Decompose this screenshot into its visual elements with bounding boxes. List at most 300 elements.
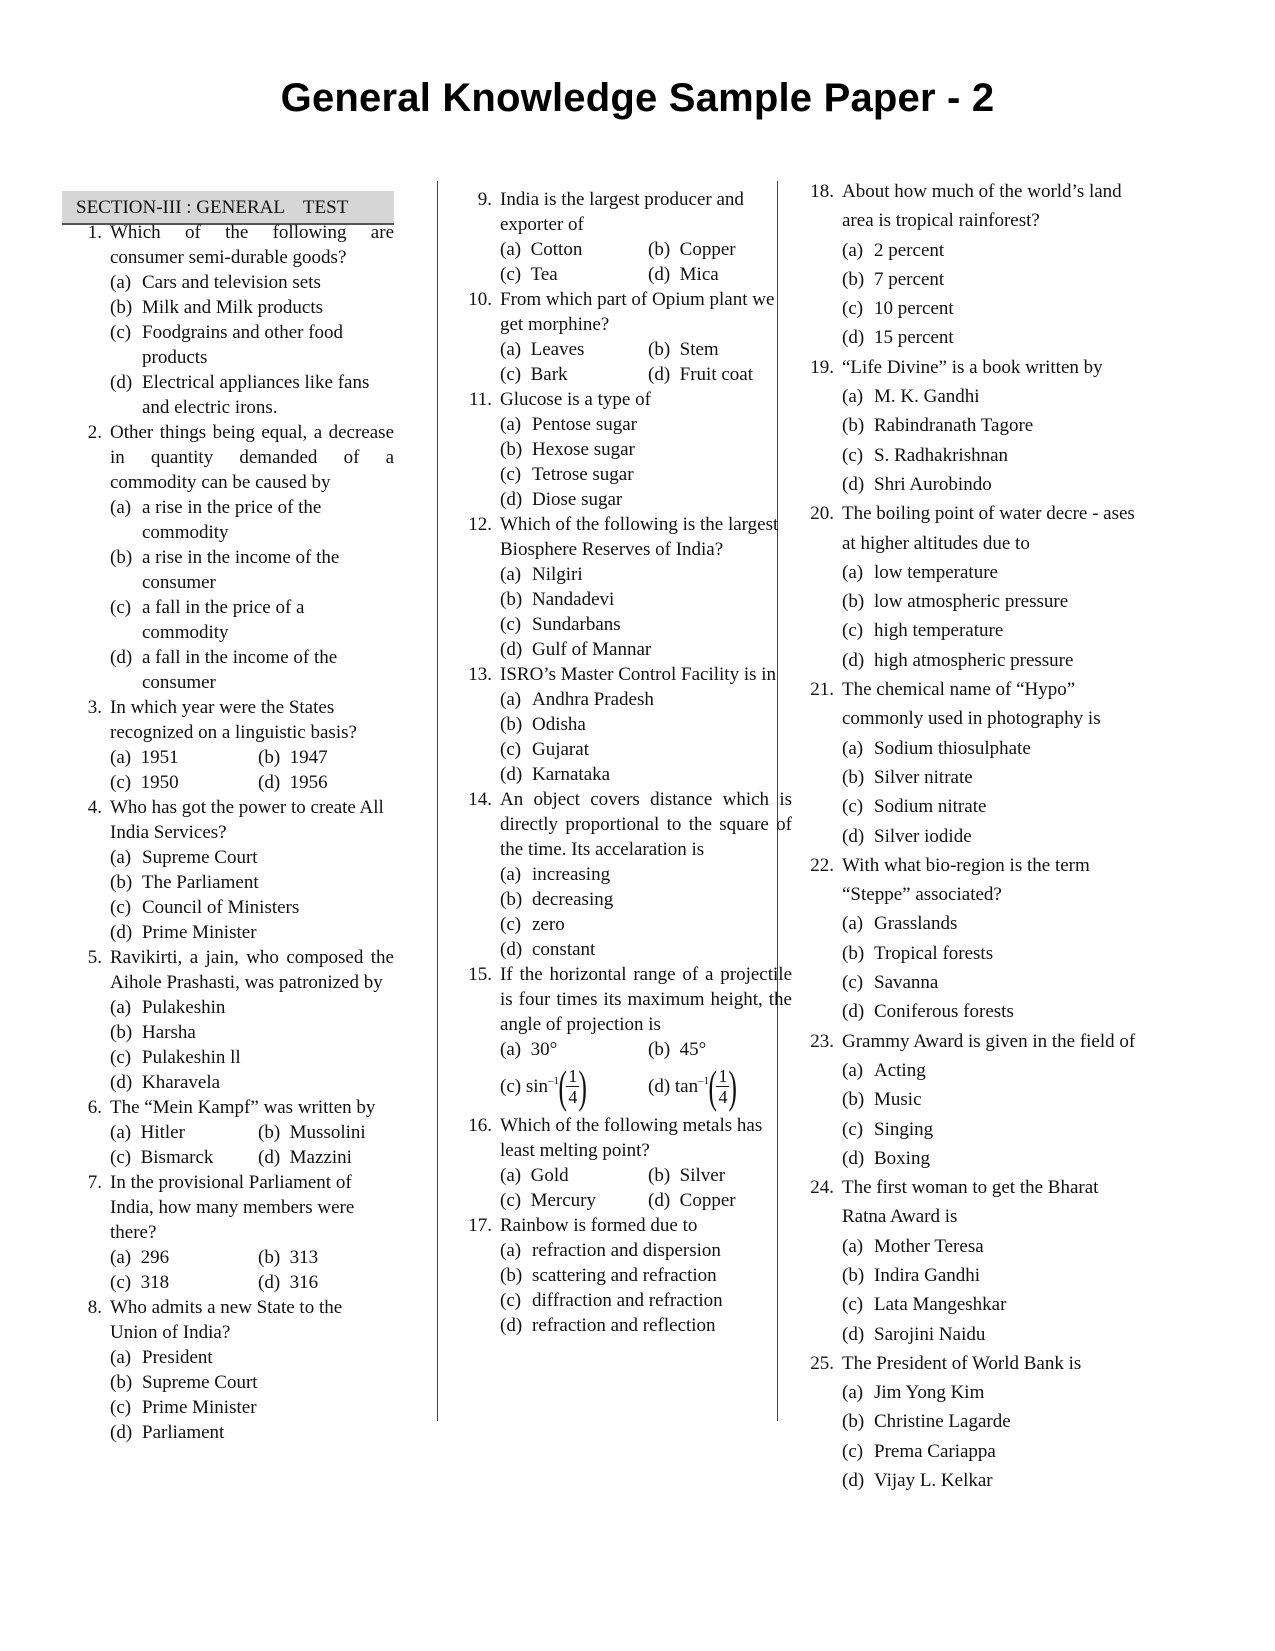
option-item [842,558,1139,587]
option-item [500,1313,792,1338]
option-text: Pulakeshin ll [142,1047,241,1068]
option-text: Mussolini [289,1122,366,1143]
question-text: In the provisional Parliament of India, how many members were there? [110,1172,355,1243]
option-label: (d) [842,1147,865,1169]
option-text: Christine Lagarde [874,1411,1011,1433]
question-number: 24. [810,1177,834,1199]
option-grid [500,237,792,287]
option-item [258,1145,394,1170]
question-item [62,945,394,1095]
option-text: 1951 [140,747,179,768]
option-label: (b) [842,415,865,437]
option-item [842,792,1139,821]
option-list [110,495,394,695]
option-text: 10 percent [874,298,954,320]
option-item [110,1145,258,1170]
question-item [452,387,792,512]
question-text: Who admits a new State to the Union of India? [110,1297,343,1343]
option-label: (b) [500,589,523,610]
option-label: (a) [110,847,132,868]
option-list [500,1238,792,1338]
option-item [110,1370,394,1395]
option-text: Foodgrains and other food products [142,322,344,368]
option-item [500,1037,648,1062]
question-number: 22. [810,854,834,876]
option-item [500,712,792,737]
option-item [110,1395,394,1420]
option-label: (c) [110,1272,141,1293]
option-text: 15 percent [874,327,954,349]
option-label: (c) [842,1440,864,1462]
option-label: (c) [842,972,864,994]
option-label: (a) [500,1039,531,1060]
option-label: (a) [110,1247,141,1268]
fraction-body [566,1066,579,1107]
option-label: (b) [648,339,680,360]
paren-right: ) [728,1060,738,1112]
option-item [842,382,1139,411]
option-text: Hitler [140,1122,185,1143]
option-item [110,320,394,370]
option-item [500,1060,648,1112]
option-grid [500,1060,792,1112]
option-text: 316 [289,1272,319,1293]
option-item [842,1144,1139,1173]
question-text: Other things being equal, a decrease in quantity demanded of a commodity can be caused by [110,422,394,493]
option-text: 30° [530,1039,558,1060]
option-text: 1950 [140,772,179,793]
option-text: Copper [679,1190,736,1211]
question-text: The “Mein Kampf” was written by [110,1097,376,1118]
option-text: 1947 [289,747,328,768]
question-column-3 [794,177,1139,1495]
option-text: S. Radhakrishnan [874,444,1009,466]
denominator: 4 [718,1087,728,1107]
option-text: 7 percent [874,268,945,290]
question-number: 16. [468,1115,492,1136]
option-item [500,262,648,287]
option-label: (b) [258,1122,290,1143]
option-item [500,337,648,362]
option-text: Parliament [142,1422,225,1443]
option-label: (a) [500,339,531,360]
option-text: Supreme Court [142,847,258,868]
question-number: 15. [468,964,492,985]
option-item [110,370,394,420]
option-label: (d) [842,649,865,671]
question-item [62,1095,394,1170]
option-item [110,995,394,1020]
option-item [500,1288,792,1313]
option-label: (b) [842,1089,865,1111]
question-text: “Life Divine” is a book written by [842,356,1103,378]
option-label: (d) [110,647,133,668]
option-label: (c) [842,620,864,642]
question-item [452,1213,792,1338]
option-label: (b) [648,1039,680,1060]
option-label: (d) [110,922,133,943]
option-grid [500,1163,792,1213]
option-item [842,441,1139,470]
option-text: Grasslands [874,913,958,935]
option-text: President [142,1347,213,1368]
option-label: (d) [500,1315,523,1336]
option-label: (a) [500,239,531,260]
option-text: Bark [530,364,568,385]
option-item [110,495,394,545]
option-item [500,762,792,787]
option-label: (b) [110,547,133,568]
question-number: 18. [810,181,834,202]
option-item [500,1263,792,1288]
option-text: Singing [874,1118,934,1140]
option-text: Tropical forests [874,942,994,964]
option-label: (a) [500,864,522,885]
option-text: 318 [140,1272,170,1293]
column-divider [437,181,438,1421]
question-number: 21. [810,679,834,701]
option-label: (c) [110,1047,132,1068]
question-number: 23. [810,1030,834,1052]
option-item [500,487,792,512]
option-item [842,587,1139,616]
option-list [500,687,792,787]
option-text: Rabindranath Tagore [874,415,1034,437]
option-item [110,845,394,870]
option-label: (d) [110,1072,133,1093]
option-text: M. K. Gandhi [874,386,980,408]
option-item [842,1261,1139,1290]
option-text: Leaves [530,339,585,360]
option-list [842,734,1139,851]
option-label: (c) [110,597,132,618]
option-label: (b) [500,1265,523,1286]
option-item [842,470,1139,499]
option-text: low atmospheric pressure [874,591,1069,613]
option-item [842,1378,1139,1407]
option-function: sin [525,1076,549,1097]
question-item [452,962,792,1112]
option-label: (b) [500,889,523,910]
option-text: Milk and Milk products [142,297,324,318]
option-text: Sarojini Naidu [874,1323,986,1345]
option-label: (b) [648,239,680,260]
option-label: (c) [500,739,522,760]
option-text: Stem [679,339,719,360]
question-number: 2. [87,422,102,443]
question-item [62,795,394,945]
option-item [110,270,394,295]
question-item [452,787,792,962]
option-label: (c) [500,1290,522,1311]
option-item [110,645,394,695]
option-item [842,1085,1139,1114]
option-label: (a) [842,239,864,261]
option-item [500,612,792,637]
option-text: The Parliament [142,872,259,893]
option-item [500,587,792,612]
option-text: constant [532,939,596,960]
option-list [842,909,1139,1026]
option-label: (d) [258,772,290,793]
option-label: (b) [842,942,865,964]
question-text: The President of World Bank is [842,1352,1082,1374]
option-text: Mazzini [289,1147,352,1168]
option-item [110,745,258,770]
option-label: (b) [110,297,133,318]
option-list [500,862,792,962]
option-label: (c) [110,897,132,918]
option-label: (b) [842,591,865,613]
option-item [110,1345,394,1370]
option-label: (a) [110,747,141,768]
option-label: (d) [648,264,680,285]
option-text: Shri Aurobindo [874,473,992,495]
option-text: Tea [530,264,558,285]
option-text: increasing [532,864,611,885]
option-text: Diose sugar [532,489,623,510]
option-text: Sodium nitrate [874,796,987,818]
option-text: Acting [874,1059,926,1081]
option-label: (b) [648,1165,680,1186]
question-number: 1. [87,222,102,243]
question-text: From which part of Opium plant we get morphine? [500,289,775,335]
question-text: If the horizontal range of a projectile is four times its maximum height, the angle of projection is [500,964,792,1035]
option-label: (d) [842,1470,865,1492]
option-item [842,822,1139,851]
question-item [794,1173,1139,1349]
question-text: The chemical name of “Hypo” commonly used in photography is [842,679,1101,730]
option-text: diffraction and refraction [532,1290,723,1311]
option-text: scattering and refraction [532,1265,717,1286]
option-text: Sodium thiosulphate [874,737,1031,759]
question-item [62,1295,394,1445]
option-label: (d) [500,764,523,785]
option-item [842,323,1139,352]
option-item [842,763,1139,792]
option-item [258,1270,394,1295]
option-item [500,637,792,662]
question-item [794,1027,1139,1173]
question-text: About how much of the world’s land area is tropical rainforest? [842,181,1122,232]
option-text: Council of Ministers [142,897,300,918]
option-label: (a) [110,497,132,518]
option-item [842,411,1139,440]
option-item [110,1245,258,1270]
question-text: The first woman to get the Bharat Ratna Award is [842,1177,1099,1228]
option-item [110,1270,258,1295]
option-text: Sundarbans [532,614,621,635]
option-exponent: –1 [698,1075,710,1087]
option-label: (d) [842,825,865,847]
option-label: (a) [500,414,522,435]
option-item [500,462,792,487]
option-text: Prime Minister [142,922,257,943]
option-label: (b) [842,1264,865,1286]
option-label: (c) [500,914,522,935]
paren-left: ( [558,1060,567,1112]
option-label: (a) [500,1240,522,1261]
option-text: Lata Mangeshkar [874,1294,1007,1316]
option-text: Harsha [142,1022,196,1043]
option-label: (d) [110,372,133,393]
question-text: ISRO’s Master Control Facility is in [500,664,777,685]
option-grid [110,1245,394,1295]
option-label: (b) [110,1372,133,1393]
option-label: (a) [842,1382,864,1404]
option-grid [110,745,394,795]
option-label: (a) [500,689,522,710]
option-item [110,1020,394,1045]
question-item [452,1113,792,1213]
question-item [794,851,1139,1027]
option-item [842,1232,1139,1261]
option-item [842,265,1139,294]
option-text: Tetrose sugar [532,464,634,485]
option-label: (c) [500,264,531,285]
option-label: (d) [500,939,523,960]
option-item [110,895,394,920]
option-label: (c) [500,614,522,635]
option-text: 313 [289,1247,319,1268]
page-title: General Knowledge Sample Paper - 2 [280,76,995,120]
option-item [648,337,792,362]
question-number: 20. [810,503,834,525]
option-item [110,1420,394,1445]
question-text: Who has got the power to create All India Services? [110,797,384,843]
option-text: high temperature [874,620,1004,642]
option-item [500,862,792,887]
option-item [500,562,792,587]
option-label: (d) [500,639,523,660]
question-text: Glucose is a type of [500,389,651,410]
option-text: Copper [679,239,736,260]
question-text: In which year were the States recognized on a linguistic basis? [110,697,357,743]
question-text: Which of the following are consumer semi-durable goods? [110,222,394,268]
option-item [110,1120,258,1145]
option-item [842,1115,1139,1144]
option-text: Mercury [530,1190,597,1211]
option-text: Coniferous forests [874,1001,1014,1023]
option-label: (b) [500,714,523,735]
option-item [500,1188,648,1213]
option-label: (d) [648,364,680,385]
option-label: (b) [258,1247,290,1268]
option-item [842,236,1139,265]
option-label: (a) [842,737,864,759]
option-exponent: –1 [548,1075,560,1087]
question-number: 8. [87,1297,102,1318]
fraction [558,1060,588,1112]
option-item [500,1238,792,1263]
question-number: 14. [468,789,492,810]
option-label: (c) [842,298,864,320]
option-text: Pulakeshin [142,997,226,1018]
option-label: (a) [842,1235,864,1257]
option-text: Electrical appliances like fans and electric irons. [142,372,370,418]
option-text: 1956 [289,772,328,793]
question-item [452,287,792,387]
question-text: With what bio-region is the term “Steppe” associated? [842,854,1090,906]
option-item [648,362,792,387]
option-label: (b) [842,268,865,290]
option-item [110,1045,394,1070]
option-text: Indira Gandhi [874,1264,981,1286]
option-text: a fall in the price of a commodity [142,597,305,643]
option-list [842,1378,1139,1495]
option-item [110,920,394,945]
question-number: 13. [468,664,492,685]
option-list [110,270,394,420]
option-item [842,939,1139,968]
option-text: a rise in the price of the commodity [142,497,322,543]
option-text: Silver iodide [874,825,972,847]
option-label: (c) [110,1397,132,1418]
option-text: Kharavela [142,1072,221,1093]
option-item [842,734,1139,763]
option-text: Hexose sugar [532,439,635,460]
question-text: An object covers distance which is directly proportional to the square of the time. Its accelaration is [500,789,792,860]
option-item [842,1320,1139,1349]
option-text: Cars and television sets [142,272,321,293]
question-item [794,1349,1139,1495]
option-text: 2 percent [874,239,945,261]
option-item [842,1056,1139,1085]
question-text: Grammy Award is given in the field of [842,1030,1136,1052]
question-text: Which of the following metals has least melting point? [500,1115,763,1161]
question-text: India is the largest producer and exporter of [500,189,744,235]
option-label: (d) [258,1147,290,1168]
option-label: (b) [110,872,133,893]
option-list [842,382,1139,499]
option-item [842,1437,1139,1466]
option-item [648,1163,792,1188]
option-item [500,1163,648,1188]
option-text: Gujarat [532,739,589,760]
option-item [842,616,1139,645]
option-label: (a) [500,1165,531,1186]
option-text: Mica [679,264,719,285]
option-label: (d) [842,1001,865,1023]
question-item [794,353,1139,499]
option-item [110,595,394,645]
question-number: 11. [468,389,492,410]
question-item [794,675,1139,851]
option-text: Nandadevi [532,589,615,610]
option-item [110,870,394,895]
option-text: Vijay L. Kelkar [874,1470,993,1492]
option-list [110,1345,394,1445]
option-text: Pentose sugar [532,414,638,435]
option-item [842,1407,1139,1436]
option-text: Odisha [532,714,586,735]
option-text: Music [874,1089,922,1111]
option-text: Fruit coat [679,364,754,385]
option-label: (c) [500,464,522,485]
question-item [62,220,394,420]
option-item [842,294,1139,323]
question-item [452,187,792,287]
option-text: Silver nitrate [874,766,973,788]
option-item [842,1290,1139,1319]
option-text: Nilgiri [532,564,583,585]
question-number: 9. [477,189,492,210]
question-item [62,695,394,795]
option-item [648,1188,792,1213]
option-text: a fall in the income of the consumer [142,647,338,693]
option-item [500,887,792,912]
question-number: 19. [810,356,834,378]
